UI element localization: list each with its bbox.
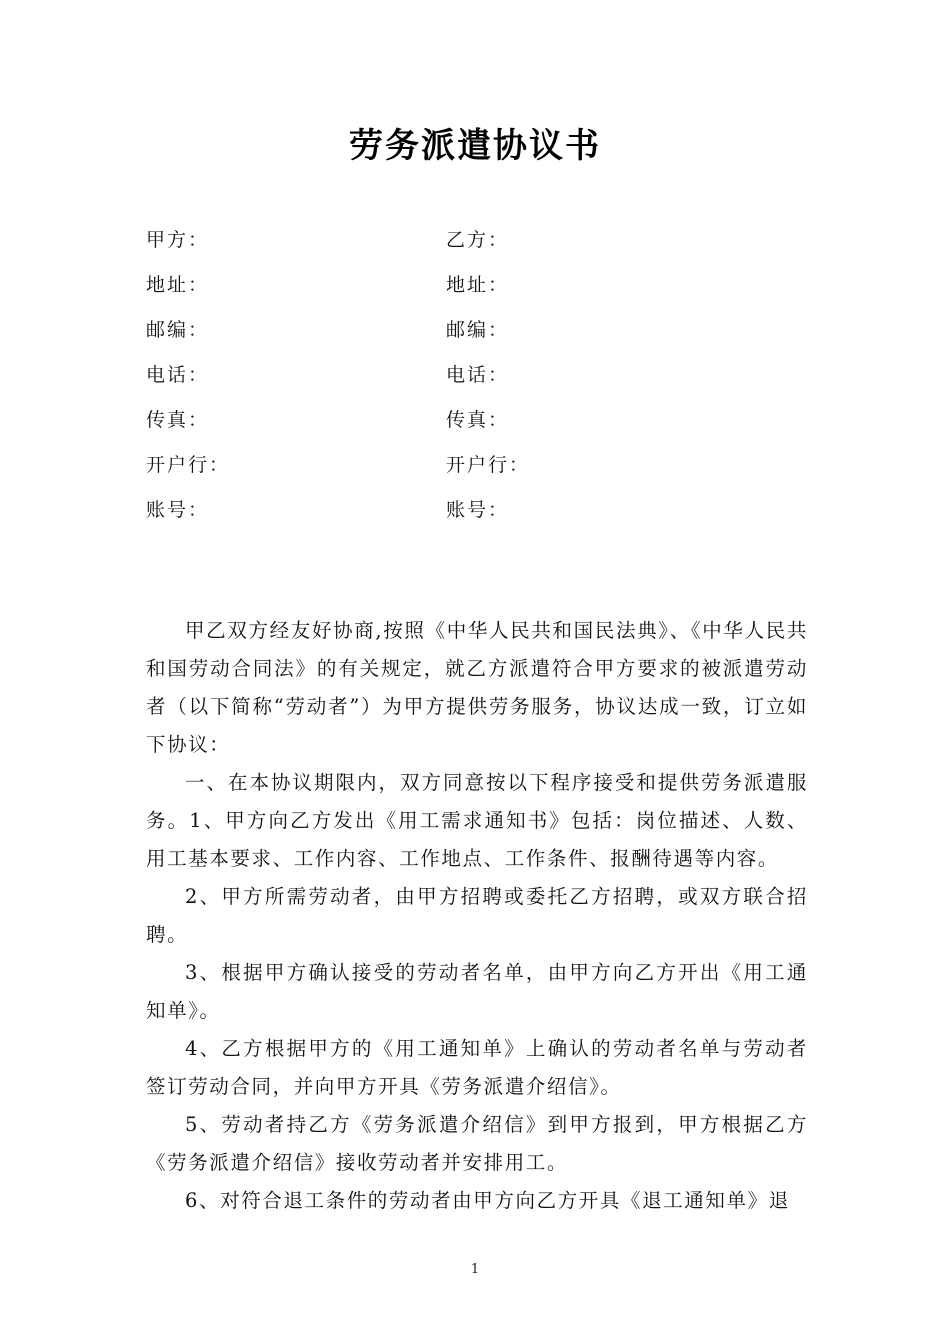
paragraph-clause-6: 6、对符合退工条件的劳动者由甲方向乙方开具《退工通知单》退 xyxy=(185,1189,790,1212)
party-a-name-label: 甲方： xyxy=(146,229,210,251)
party-b-fax-label: 传真： xyxy=(446,409,510,431)
party-a-postcode-label: 邮编： xyxy=(146,319,210,341)
party-a-address-label: 地址： xyxy=(146,274,210,296)
party-row-name xyxy=(146,216,826,261)
party-row-address xyxy=(146,261,826,306)
paragraph-clause-5: 5、劳动者持乙方《劳务派遣介绍信》到甲方报到，甲方根据乙方《劳务派遣介绍信》接收劳动者并安排用工。 xyxy=(146,1113,808,1174)
paragraph-clause-1: 一、在本协议期限内，双方同意按以下程序接受和提供劳务派遣服务。1、甲方向乙方发出《用工需求通知书》包括：岗位描述、人数、用工基本要求、工作内容、工作地点、工作条件、报酬待遇等内容。 xyxy=(146,771,808,870)
party-b-address-label: 地址： xyxy=(446,274,510,296)
parties-info-block xyxy=(146,216,826,531)
party-row-fax xyxy=(146,396,826,441)
party-a-fax-label: 传真： xyxy=(146,409,210,431)
party-b-phone-label: 电话： xyxy=(446,364,510,386)
party-b-postcode-label: 邮编： xyxy=(446,319,510,341)
document-title: 劳务派遣协议书 xyxy=(349,126,601,166)
paragraph-intro: 甲乙双方经友好协商,按照《中华人民共和国民法典》、《中华人民共和国劳动合同法》的有关规定，就乙方派遣符合甲方要求的被派遣劳动者（以下简称“劳动者”）为甲方提供劳务服务，协议达成一致，订立如下协议： xyxy=(146,619,808,756)
party-row-bank xyxy=(146,441,826,486)
agreement-body xyxy=(146,612,808,1220)
page-number: 1 xyxy=(470,1262,480,1277)
party-a-bank-label: 开户行： xyxy=(146,454,231,476)
party-a-phone-label: 电话： xyxy=(146,364,210,386)
party-row-account xyxy=(146,486,826,531)
paragraph-clause-4: 4、乙方根据甲方的《用工通知单》上确认的劳动者名单与劳动者签订劳动合同，并向甲方开具《劳务派遣介绍信》。 xyxy=(146,1037,808,1098)
paragraph-clause-2: 2、甲方所需劳动者，由甲方招聘或委托乙方招聘，或双方联合招聘。 xyxy=(146,885,808,946)
party-row-postcode xyxy=(146,306,826,351)
party-b-account-label: 账号： xyxy=(446,499,510,521)
paragraph-clause-3: 3、根据甲方确认接受的劳动者名单，由甲方向乙方开出《用工通知单》。 xyxy=(146,961,808,1022)
party-b-bank-label: 开户行： xyxy=(446,454,531,476)
party-row-phone xyxy=(146,351,826,396)
party-b-name-label: 乙方： xyxy=(446,229,510,251)
party-a-account-label: 账号： xyxy=(146,499,210,521)
